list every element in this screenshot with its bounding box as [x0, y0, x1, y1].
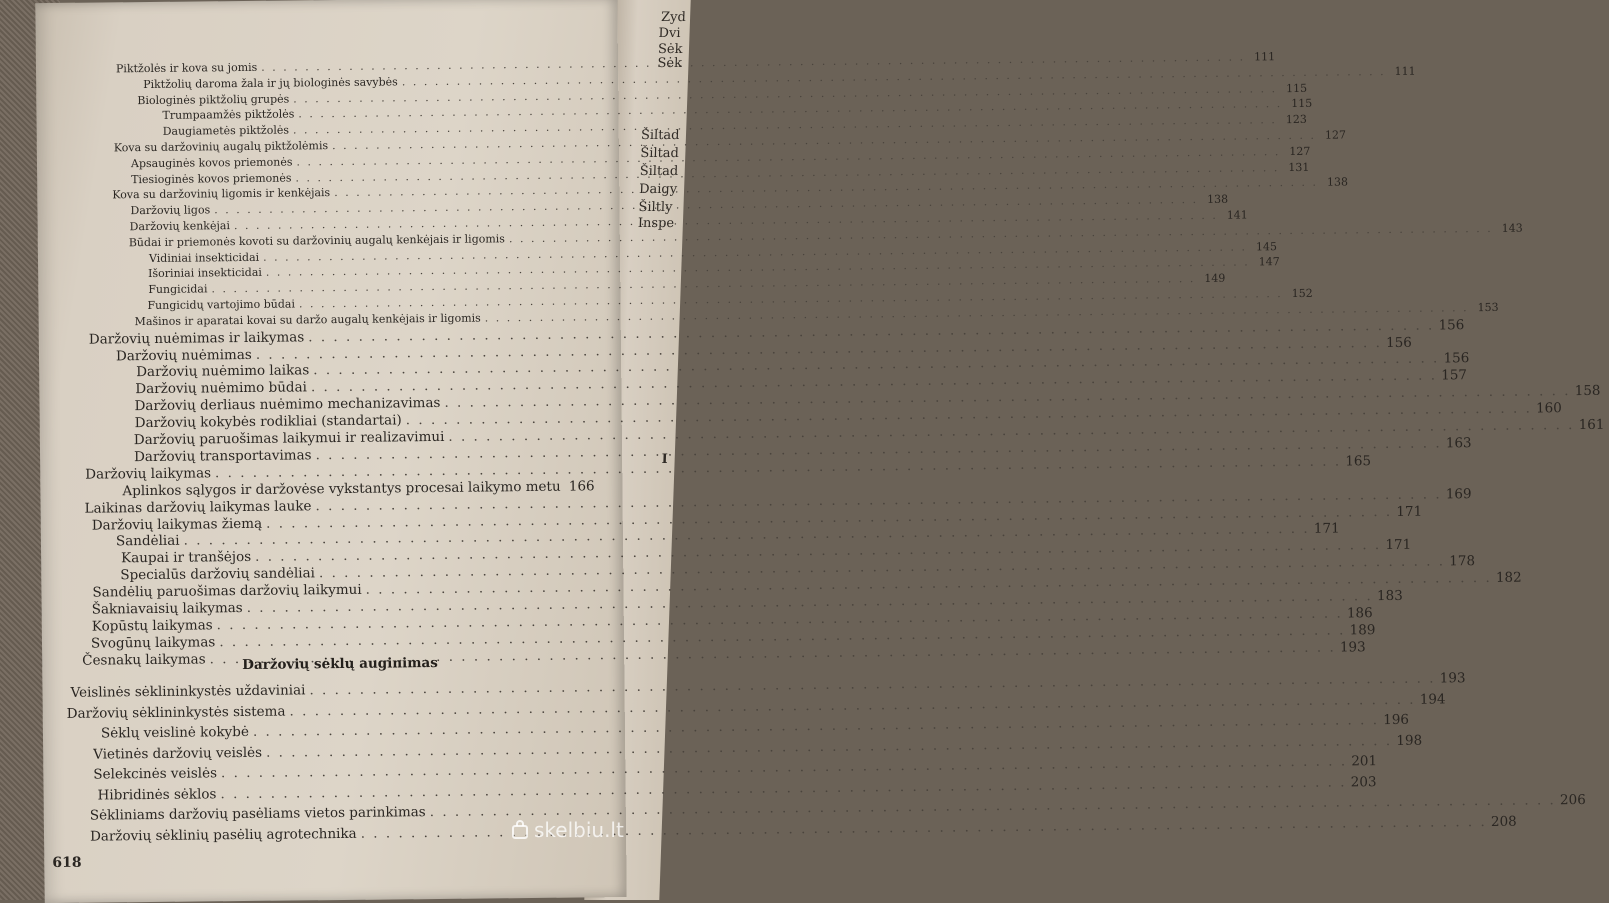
toc-entry-title: Šakniavaisių laikymas	[92, 600, 243, 618]
toc-entry-page: 196	[1383, 712, 1409, 728]
toc-entry-title: Daržovių derliaus nuėmimo mechanizavimas	[134, 395, 440, 414]
toc-entry-page: 203	[1350, 774, 1376, 790]
book-page	[35, 0, 626, 903]
toc-entry-title: Piktžolių daroma žala ir jų biologinės savybės	[143, 75, 398, 91]
toc-entry-title: Kaupai ir tranšėjos	[121, 549, 251, 566]
toc-entry-page: 178	[1449, 553, 1475, 569]
toc-entry	[98, 782, 592, 803]
toc-entry-title: Daržovių nuėmimo laikas	[136, 363, 309, 381]
toc-entry-page: 127	[1320, 128, 1346, 141]
toc-entry-page: 194	[1419, 691, 1445, 707]
toc-entry-page: 115	[1286, 97, 1312, 110]
toc-entry	[130, 200, 562, 218]
toc-entry-page: 160	[1536, 400, 1562, 416]
right-page-fragment: Šiltad	[640, 146, 679, 161]
toc-entry	[148, 279, 562, 296]
toc-entry-page: 156	[1386, 334, 1412, 350]
toc-entry-title: Daržovių sėklinių pasėlių agrotechnika	[90, 825, 357, 844]
toc-entry-title: Sandėlių paruošimas daržovių laikymui	[92, 582, 361, 601]
toc-entry-title: Piktžolės ir kova su jomis	[116, 61, 257, 75]
toc-entry-page: 171	[1314, 521, 1340, 537]
toc-entry-page: 127	[1284, 145, 1310, 158]
toc-entry-title: Fungicidai	[148, 283, 207, 297]
toc-entry-page: 163	[1446, 435, 1472, 451]
toc-entry-title: Selekcinės veislės	[93, 765, 217, 782]
toc-entry-page: 115	[1281, 81, 1307, 94]
toc-entry-title: Sėklų veislinė kokybė	[101, 724, 249, 742]
toc-entry-title: Fungicidų vartojimo būdai	[147, 297, 295, 312]
toc-entry	[135, 310, 563, 327]
toc-entry-title: Daržovių nuėmimo būdai	[135, 380, 307, 398]
toc-entry	[143, 73, 562, 90]
toc-entry-title: Specialūs daržovių sandėliai	[120, 565, 315, 583]
toc-entry	[162, 105, 562, 122]
toc-entry-page: 186	[1347, 605, 1373, 621]
toc-entry-page: 143	[1497, 221, 1523, 234]
toc-entry-page: 166	[569, 478, 595, 494]
page-number: 618	[52, 855, 81, 871]
toc-entry-page: 123	[1281, 113, 1307, 126]
toc-entry-page: 171	[1396, 503, 1422, 519]
toc-entry-page: 206	[1560, 792, 1586, 808]
right-page-fragment: Sėk	[657, 56, 682, 71]
toc-entry-page: 158	[1574, 383, 1600, 399]
toc-entry-page: 198	[1396, 732, 1422, 748]
toc-entry-title: Daržovių nuėmimas ir laikymas	[89, 329, 305, 347]
toc-entry-page: 171	[1385, 537, 1411, 553]
toc-entry-page: 157	[1441, 367, 1467, 383]
toc-entry-title: Hibridinės sėklos	[98, 786, 217, 803]
toc-entry	[129, 231, 562, 249]
toc-entry	[101, 720, 591, 741]
toc-entry-page: 189	[1349, 622, 1375, 638]
toc-entry-page: 138	[1202, 193, 1228, 206]
right-page-fragment: Daigy	[639, 182, 678, 197]
toc-entry-page: 131	[1283, 160, 1309, 173]
toc-entry	[137, 89, 562, 106]
toc-entry-title: Biologinės piktžolių grupės	[137, 92, 289, 107]
right-page-fragment: Sėk	[658, 42, 683, 57]
toc-entry-page: 141	[1222, 208, 1248, 221]
toc-entry	[93, 741, 591, 762]
toc-entry-page: 111	[1390, 65, 1416, 78]
toc-entry-title: Daržovių sėklininkystės sistema	[67, 703, 286, 721]
toc-entry-title: Daržovių paruošimas laikymui ir realizavimui	[134, 429, 445, 448]
right-page-fragment: Zyd	[661, 10, 686, 25]
section-heading: Daržovių sėklų auginimas	[242, 655, 438, 673]
toc-entry-title: Išoriniai insekticidai	[148, 266, 262, 280]
toc-entry	[147, 295, 562, 312]
toc-entry-title: Vidiniai insekticidai	[149, 250, 259, 264]
table-of-contents-lower	[35, 0, 617, 3]
toc-entry-title: Būdai ir priemonės kovoti su daržovinių augalų kenkėjais ir ligomis	[129, 232, 505, 249]
toc-entry	[148, 263, 562, 280]
toc-entry-page: 153	[1473, 301, 1499, 314]
toc-entry-page: 208	[1491, 813, 1517, 829]
toc-entry-page: 138	[1322, 176, 1348, 189]
toc-entry	[131, 168, 562, 186]
toc-entry-title: Česnakų laikymas	[82, 651, 206, 668]
toc-entry-page: 145	[1251, 240, 1277, 253]
watermark	[510, 818, 624, 842]
toc-entry	[93, 761, 591, 782]
toc-entry-title: Daugiametės piktžolės	[163, 124, 289, 138]
toc-entry-page: 193	[1340, 639, 1366, 655]
toc-entry	[130, 216, 562, 234]
toc-entry-page: 147	[1254, 256, 1280, 269]
right-page-fragment: I	[661, 452, 668, 467]
toc-entry	[114, 137, 562, 155]
toc-entry-title: Daržovių kenkėjai	[130, 219, 230, 233]
toc-entry-page: 111	[1249, 50, 1275, 63]
toc-entry-page: 165	[1345, 453, 1371, 469]
toc-entry	[112, 184, 562, 202]
toc-entry-page: 193	[1439, 670, 1465, 686]
toc-entry-title: Veislinės sėklininkystės uždaviniai	[70, 682, 305, 700]
toc-entry-title: Daržovių ligos	[130, 204, 210, 218]
toc-entry-title: Vietinės daržovių veislės	[93, 744, 262, 762]
watermark-text: skelbiu.lt	[534, 818, 624, 842]
toc-entry-page: 156	[1438, 317, 1464, 333]
toc-entry	[163, 121, 562, 138]
toc-entry-title: Sėkliniams daržovių pasėliams vietos parinkimas	[90, 804, 426, 824]
toc-entry-title: Daržovių laikymas žiemą	[92, 515, 262, 533]
toc-entry-title: Aplinkos sąlygos ir daržovėse vykstantys procesai laikymo metu	[122, 478, 560, 499]
right-page-fragment: Šiltad	[641, 128, 680, 143]
toc-entry-title: Daržovių nuėmimas	[116, 346, 252, 363]
right-page-fragment: Dvi	[658, 26, 680, 41]
toc-entry-page: 182	[1496, 570, 1522, 586]
toc-entry-title: Svogūnų laikymas	[91, 634, 215, 651]
toc-entry-title: Daržovių kokybės rodikliai (standartai)	[135, 412, 402, 431]
toc-entry-title: Daržovių laikymas	[85, 465, 211, 482]
toc-entry-title: Mašinos ir aparatai kovai su daržo augalų kenkėjais ir ligomis	[135, 311, 481, 328]
toc-entry-page: 161	[1578, 417, 1604, 433]
toc-entry-title: Daržovių transportavimas	[134, 447, 312, 465]
toc-entry	[70, 679, 590, 700]
right-page-fragment: Šiltly	[638, 200, 672, 215]
toc-entry-title: Trumpaamžės piktžolės	[162, 108, 294, 122]
toc-entry	[131, 152, 562, 170]
right-page-fragment: Inspe	[638, 216, 675, 231]
toc-entry	[116, 58, 562, 76]
shopping-bag-icon	[510, 820, 530, 840]
toc-entry-page: 149	[1199, 272, 1225, 285]
toc-entry-page: 169	[1445, 486, 1471, 502]
toc-entry-title: Kova su daržovinių ligomis ir kenkėjais	[112, 186, 330, 201]
toc-entry-title: Apsauginės kovos priemonės	[131, 155, 293, 170]
toc-entry-title: Kopūstų laikymas	[92, 617, 213, 634]
toc-entry-page: 201	[1351, 753, 1377, 769]
toc-entry-page: 152	[1287, 287, 1313, 300]
toc-entry-page: 183	[1377, 588, 1403, 604]
toc-entry-title: Tiesioginės kovos priemonės	[131, 171, 291, 186]
toc-entry-title: Laikinas daržovių laikymas lauke	[85, 498, 312, 516]
right-page-fragment: Šiltad	[639, 164, 678, 179]
toc-entry-title: Sandėliai	[116, 533, 180, 550]
table-of-contents-upper	[35, 0, 617, 3]
toc-entry-page: 156	[1443, 351, 1469, 367]
toc-entry	[67, 700, 591, 721]
toc-entry-title: Kova su daržovinių augalų piktžolėmis	[114, 139, 328, 154]
toc-entry	[149, 247, 562, 264]
